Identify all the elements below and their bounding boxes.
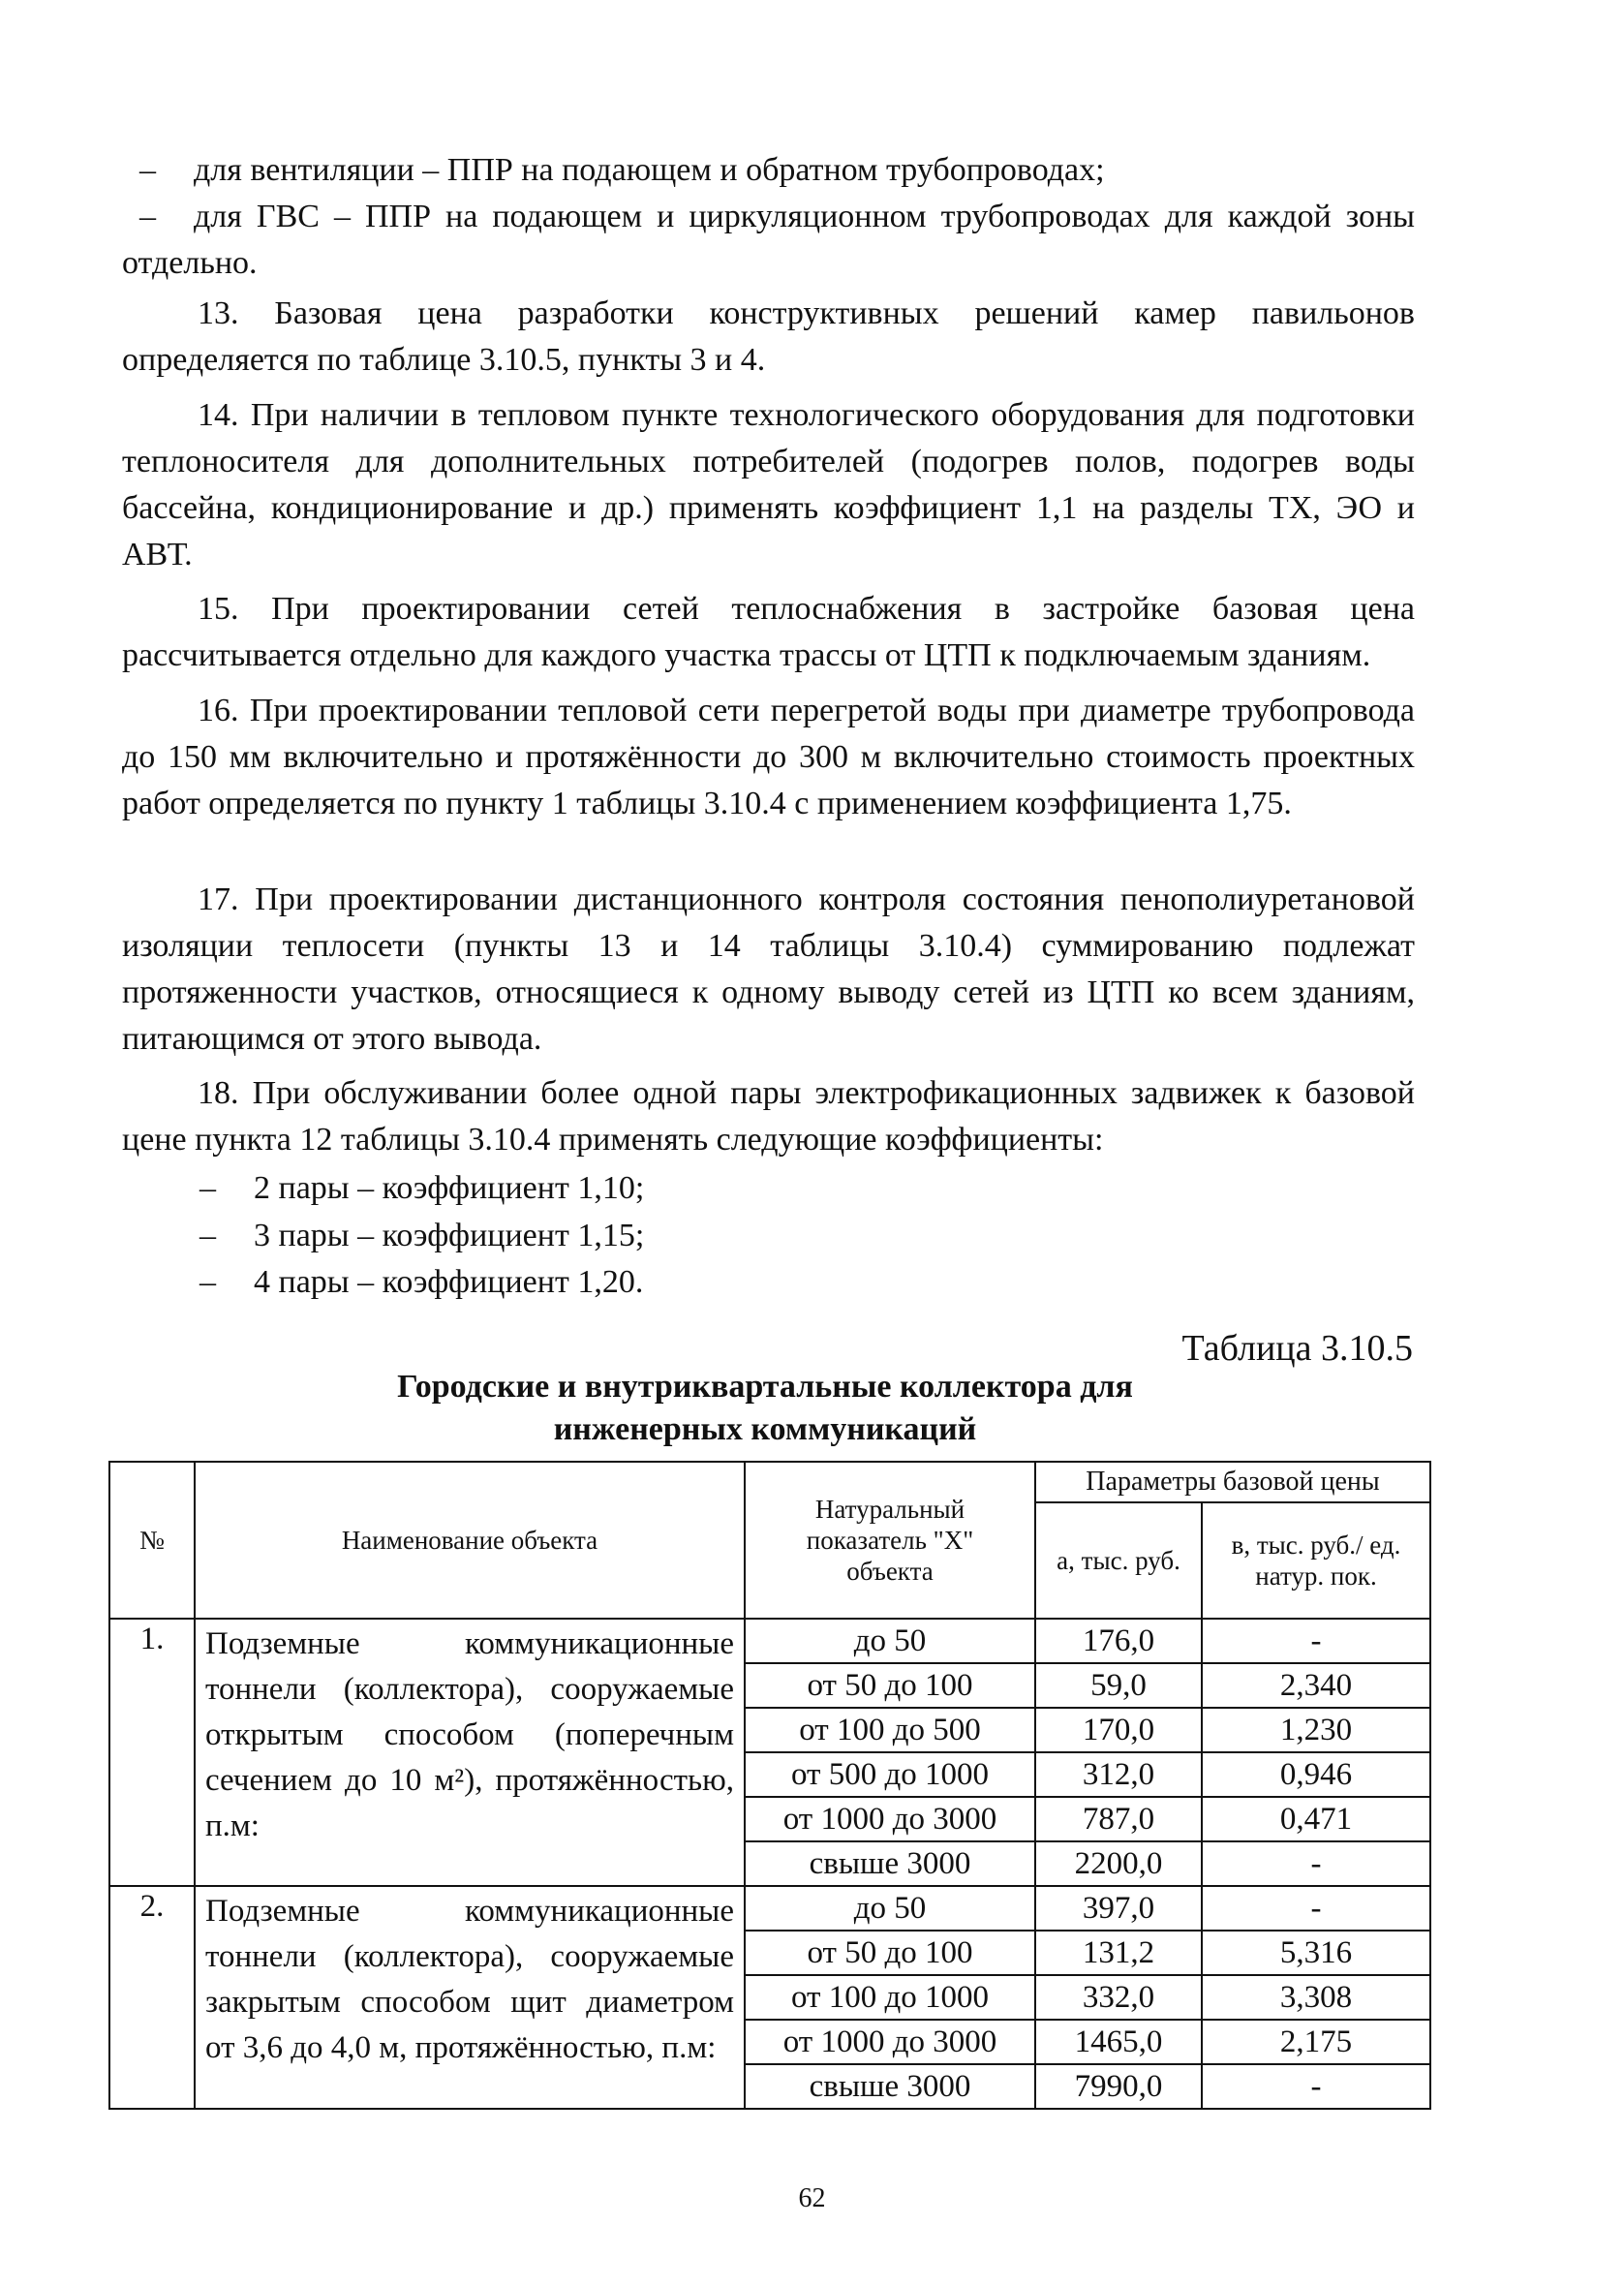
header-param-a: а, тыс. руб. [1035, 1502, 1202, 1619]
header-base-price-params: Параметры базовой цены [1035, 1462, 1430, 1502]
dash-marker: – [139, 199, 156, 234]
table-row [109, 1619, 1430, 1663]
cell-a: 312,0 [1035, 1752, 1202, 1797]
row-object-name: Подземные коммуникационные тоннели (коллектора), сооружаемые закрытым способом щит диаметром от 3,6 до 4,0 м, протяжённостью, п.м: [195, 1886, 745, 2109]
header-object-name: Наименование объекта [195, 1462, 745, 1619]
row-number: 2. [109, 1886, 195, 2109]
paragraph-14: 14. При наличии в тепловом пункте технологического оборудования для подготовки теплоносителя для дополнительных потребителей (подогрев полов, подогрев воды бассейна, кондиционирование и др.) применять коэффициент 1,1 на разделы ТХ, ЭО и АВТ. [122, 397, 1415, 572]
paragraph-16: 16. При проектировании тепловой сети перегретой воды при диаметре трубопровода до 150 мм включительно и протяжённости до 300 м включительно стоимость проектных работ определяется по пункту 1 таблицы 3.10.4 с применением коэффициента 1,75. [122, 693, 1415, 821]
cell-a: 170,0 [1035, 1708, 1202, 1752]
cell-natural: от 1000 до 3000 [745, 2020, 1035, 2064]
cell-b: 0,471 [1202, 1797, 1430, 1841]
cell-a: 59,0 [1035, 1663, 1202, 1708]
coefficient-4-pairs [199, 1259, 1474, 1306]
bullet-ventilation [139, 147, 1414, 194]
table-title-line: Городские и внутриквартальные коллектора для [397, 1369, 1133, 1405]
row-object-name: Подземные коммуникационные тоннели (коллектора), сооружаемые открытым способом (поперечным сечением до 10 м²), протяжённостью, п.м: [195, 1619, 745, 1886]
cell-a: 1465,0 [1035, 2020, 1202, 2064]
cell-natural: до 50 [745, 1886, 1035, 1931]
table-body [109, 1619, 1430, 2109]
cell-a: 397,0 [1035, 1886, 1202, 1931]
cell-b: 1,230 [1202, 1708, 1430, 1752]
table-title [291, 1366, 1240, 1451]
coefficient-3-pairs [199, 1213, 1474, 1259]
cell-b: - [1202, 2064, 1430, 2109]
dash-marker: – [199, 1170, 216, 1206]
cell-b: 2,340 [1202, 1663, 1430, 1708]
cell-a: 7990,0 [1035, 2064, 1202, 2109]
cell-a: 176,0 [1035, 1619, 1202, 1663]
cell-natural: от 100 до 1000 [745, 1975, 1035, 2020]
cell-natural: от 50 до 100 [745, 1931, 1035, 1975]
page-number: 62 [798, 2183, 826, 2213]
dash-marker: – [199, 1218, 216, 1253]
cell-a: 332,0 [1035, 1975, 1202, 2020]
bullet-text: 4 пары – коэффициент 1,20. [254, 1264, 644, 1300]
cell-natural: от 1000 до 3000 [745, 1797, 1035, 1841]
cell-natural: от 500 до 1000 [745, 1752, 1035, 1797]
dash-marker: – [199, 1264, 216, 1300]
cell-b: 0,946 [1202, 1752, 1430, 1797]
cell-b: - [1202, 1841, 1430, 1886]
cell-natural: свыше 3000 [745, 1841, 1035, 1886]
row-number: 1. [109, 1619, 195, 1886]
cell-a: 787,0 [1035, 1797, 1202, 1841]
cell-natural: от 50 до 100 [745, 1663, 1035, 1708]
table-row [109, 1886, 1430, 1931]
cell-b: - [1202, 1886, 1430, 1931]
cell-natural: свыше 3000 [745, 2064, 1035, 2109]
cell-natural: от 100 до 500 [745, 1708, 1035, 1752]
header-param-b: в, тыс. руб./ ед. натур. пок. [1202, 1502, 1430, 1619]
paragraph-13: 13. Базовая цена разработки конструктивных решений камер павильонов определяется по таблице 3.10.5, пункты 3 и 4. [122, 295, 1415, 378]
cell-a: 131,2 [1035, 1931, 1202, 1975]
cell-b: 5,316 [1202, 1931, 1430, 1975]
bullet-text: для вентиляции – ППР на подающем и обратном трубопроводах; [194, 152, 1105, 188]
header-number: № [109, 1462, 195, 1619]
header-natural-indicator: Натуральный показатель "X" объекта [745, 1462, 1035, 1619]
paragraph-18: 18. При обслуживании более одной пары электрофикационных задвижек к базовой цене пункта 12 таблицы 3.10.4 применять следующие коэффициенты: [122, 1075, 1415, 1158]
table-title-line: инженерных коммуникаций [553, 1411, 977, 1447]
price-table [108, 1461, 1431, 2110]
bullet-gvs [122, 194, 1415, 287]
cell-b: - [1202, 1619, 1430, 1663]
coefficient-2-pairs [199, 1165, 1474, 1212]
table-number: Таблица 3.10.5 [1181, 1328, 1413, 1369]
paragraph-15: 15. При проектировании сетей теплоснабжения в застройке базовая цена рассчитывается отдельно для каждого участка трассы от ЦТП к подключаемым зданиям. [122, 591, 1415, 673]
cell-a: 2200,0 [1035, 1841, 1202, 1886]
cell-b: 2,175 [1202, 2020, 1430, 2064]
dash-marker: – [139, 152, 156, 188]
cell-natural: до 50 [745, 1619, 1035, 1663]
paragraph-17: 17. При проектировании дистанционного контроля состояния пенополиуретановой изоляции теплосети (пункты 13 и 14 таблицы 3.10.4) суммированию подлежат протяженности участков, относящиеся к одному выводу сетей из ЦТП ко всем зданиям, питающимся от этого вывода. [122, 881, 1415, 1057]
bullet-text: 3 пары – коэффициент 1,15; [254, 1218, 645, 1253]
bullet-text: для ГВС – ППР на подающем и циркуляционном трубопроводах для каждой зоны отдельно. [122, 199, 1415, 281]
cell-b: 3,308 [1202, 1975, 1430, 2020]
bullet-text: 2 пары – коэффициент 1,10; [254, 1170, 645, 1206]
